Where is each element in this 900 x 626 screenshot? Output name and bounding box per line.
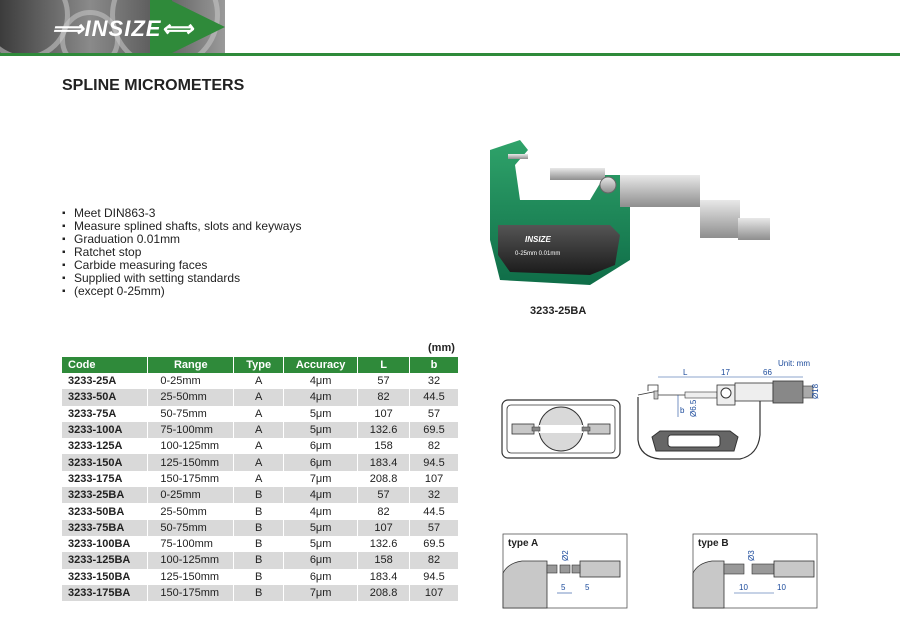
table-cell: 44.5 xyxy=(410,389,459,405)
table-cell: 82 xyxy=(410,552,459,568)
table-cell: 25-50mm xyxy=(148,503,234,519)
table-row xyxy=(62,487,459,503)
unit-note: Unit: mm xyxy=(778,359,810,368)
table-row xyxy=(62,471,459,487)
table-cell: 132.6 xyxy=(358,536,410,552)
table-cell: 3233-25A xyxy=(62,373,148,389)
product-caption: 3233-25BA xyxy=(530,305,587,317)
table-cell: B xyxy=(234,569,284,585)
table-cell: 0-25mm xyxy=(148,373,234,389)
table-cell: 75-100mm xyxy=(148,422,234,438)
table-cell: 3233-125BA xyxy=(62,552,148,568)
feature-item: ▪ Graduation 0.01mm xyxy=(62,233,301,246)
feature-item: ▪ Carbide measuring faces xyxy=(62,259,301,272)
table-cell: 3233-50BA xyxy=(62,503,148,519)
table-cell: B xyxy=(234,520,284,536)
table-cell: 57 xyxy=(410,406,459,422)
table-cell: 4μm xyxy=(284,373,358,389)
table-cell: 158 xyxy=(358,438,410,454)
table-cell: 6μm xyxy=(284,569,358,585)
col-l: L xyxy=(358,357,410,373)
table-cell: A xyxy=(234,422,284,438)
table-cell: 82 xyxy=(358,503,410,519)
col-b: b xyxy=(410,357,459,373)
feature-item-note: ▪ (except 0-25mm) xyxy=(62,285,301,298)
header-rule xyxy=(0,53,900,56)
type-b-width-2: 10 xyxy=(777,583,786,592)
table-cell: 3233-150A xyxy=(62,454,148,470)
micrometer-sleeve xyxy=(620,175,700,207)
type-b-detail xyxy=(692,533,818,609)
table-cell: 3233-25BA xyxy=(62,487,148,503)
table-cell: A xyxy=(234,471,284,487)
frame-text: 0-25mm 0.01mm xyxy=(515,251,561,257)
table-cell: 0-25mm xyxy=(148,487,234,503)
col-code: Code xyxy=(62,357,148,373)
dim-d65-label: Ø6.5 xyxy=(689,399,698,417)
table-cell: 25-50mm xyxy=(148,389,234,405)
dim-d18-label: Ø18 xyxy=(811,383,820,399)
table-cell: 3233-125A xyxy=(62,438,148,454)
table-cell: 69.5 xyxy=(410,422,459,438)
type-b-label: type B xyxy=(698,538,729,549)
table-cell: 5μm xyxy=(284,406,358,422)
table-cell: A xyxy=(234,406,284,422)
table-cell: 50-75mm xyxy=(148,406,234,422)
table-row xyxy=(62,569,459,585)
table-cell: A xyxy=(234,389,284,405)
table-cell: 158 xyxy=(358,552,410,568)
table-cell: 3233-175BA xyxy=(62,585,148,601)
table-cell: 3233-175A xyxy=(62,471,148,487)
table-cell: 150-175mm xyxy=(148,471,234,487)
dim-l-label: L xyxy=(683,368,688,377)
table-cell: 82 xyxy=(410,438,459,454)
table-cell: 150-175mm xyxy=(148,585,234,601)
thimble-outline xyxy=(773,381,803,403)
table-row xyxy=(62,585,459,601)
table-row xyxy=(62,520,459,536)
table-cell: 94.5 xyxy=(410,454,459,470)
table-cell: 125-150mm xyxy=(148,569,234,585)
table-cell: 6μm xyxy=(284,552,358,568)
table-cell: B xyxy=(234,503,284,519)
table-cell: 3233-100BA xyxy=(62,536,148,552)
table-row xyxy=(62,373,459,389)
lock-knob xyxy=(600,177,616,193)
feature-item: ▪ Supplied with setting standards xyxy=(62,272,301,285)
type-a-detail xyxy=(502,533,628,609)
table-cell: 7μm xyxy=(284,471,358,487)
feature-list xyxy=(62,207,301,298)
spec-table xyxy=(62,357,459,601)
table-cell: 57 xyxy=(358,487,410,503)
table-cell: B xyxy=(234,552,284,568)
table-cell: B xyxy=(234,536,284,552)
table-cell: B xyxy=(234,487,284,503)
table-cell: 100-125mm xyxy=(148,438,234,454)
table-cell: 4μm xyxy=(284,503,358,519)
table-cell: 75-100mm xyxy=(148,536,234,552)
table-row xyxy=(62,389,459,405)
feature-item: ▪ Ratchet stop xyxy=(62,246,301,259)
type-b-width-1: 10 xyxy=(739,583,748,592)
table-cell: 44.5 xyxy=(410,503,459,519)
table-body xyxy=(62,373,459,601)
table-cell: 107 xyxy=(358,520,410,536)
table-cell: 69.5 xyxy=(410,536,459,552)
table-cell: B xyxy=(234,585,284,601)
table-cell: 3233-150BA xyxy=(62,569,148,585)
table-cell: 7μm xyxy=(284,585,358,601)
page-title: SPLINE MICROMETERS xyxy=(62,77,245,94)
table-header-row xyxy=(62,357,459,373)
table-cell: 183.4 xyxy=(358,569,410,585)
ratchet-stop xyxy=(738,218,770,240)
type-a-width-1: 5 xyxy=(561,583,566,592)
feature-item: ▪ Meet DIN863-3 xyxy=(62,207,301,220)
table-cell: 107 xyxy=(358,406,410,422)
table-cell: 132.6 xyxy=(358,422,410,438)
type-a-label: type A xyxy=(508,538,539,549)
table-cell: 32 xyxy=(410,487,459,503)
table-cell: 50-75mm xyxy=(148,520,234,536)
type-b-dia: Ø3 xyxy=(747,550,756,561)
type-a-width-2: 5 xyxy=(585,583,590,592)
table-cell: 5μm xyxy=(284,520,358,536)
table-cell: 208.8 xyxy=(358,471,410,487)
table-cell: 3233-75A xyxy=(62,406,148,422)
table-cell: 32 xyxy=(410,373,459,389)
table-cell: 6μm xyxy=(284,438,358,454)
table-cell: 6μm xyxy=(284,454,358,470)
table-cell: 107 xyxy=(410,471,459,487)
dim-b-label: b xyxy=(680,406,685,415)
table-cell: 3233-100A xyxy=(62,422,148,438)
frame-logo: INSIZE xyxy=(525,235,551,244)
feature-item: ▪ Measure splined shafts, slots and keyways xyxy=(62,220,301,233)
table-row xyxy=(62,536,459,552)
brand-logo: ⟹INSIZE⟺ xyxy=(52,16,194,41)
micrometer-insulator xyxy=(498,225,620,275)
col-accuracy: Accuracy xyxy=(284,357,358,373)
col-range: Range xyxy=(148,357,234,373)
table-cell: 3233-50A xyxy=(62,389,148,405)
table-cell: A xyxy=(234,438,284,454)
table-row xyxy=(62,503,459,519)
col-type: Type xyxy=(234,357,284,373)
table-cell: 100-125mm xyxy=(148,552,234,568)
table-cell: 5μm xyxy=(284,536,358,552)
table-cell: 208.8 xyxy=(358,585,410,601)
dim-17-label: 17 xyxy=(721,368,730,377)
table-unit: (mm) xyxy=(428,342,455,354)
micrometer-thimble xyxy=(700,200,740,238)
header-banner xyxy=(0,0,900,56)
table-cell: 57 xyxy=(410,520,459,536)
table-cell: 125-150mm xyxy=(148,454,234,470)
table-cell: 107 xyxy=(410,585,459,601)
table-cell: 57 xyxy=(358,373,410,389)
table-cell: 94.5 xyxy=(410,569,459,585)
table-row xyxy=(62,438,459,454)
table-row xyxy=(62,422,459,438)
dimension-drawing xyxy=(630,355,822,467)
table-cell: 3233-75BA xyxy=(62,520,148,536)
spline-section-drawing xyxy=(500,398,622,460)
table-cell: 183.4 xyxy=(358,454,410,470)
type-a-dia: Ø2 xyxy=(561,550,570,561)
table-cell: A xyxy=(234,454,284,470)
dim-66-label: 66 xyxy=(763,368,772,377)
table-cell: 4μm xyxy=(284,389,358,405)
table-cell: A xyxy=(234,373,284,389)
table-cell: 4μm xyxy=(284,487,358,503)
table-cell: 82 xyxy=(358,389,410,405)
table-row xyxy=(62,552,459,568)
product-photo xyxy=(470,130,780,310)
table-row xyxy=(62,406,459,422)
table-row xyxy=(62,454,459,470)
table-cell: 5μm xyxy=(284,422,358,438)
